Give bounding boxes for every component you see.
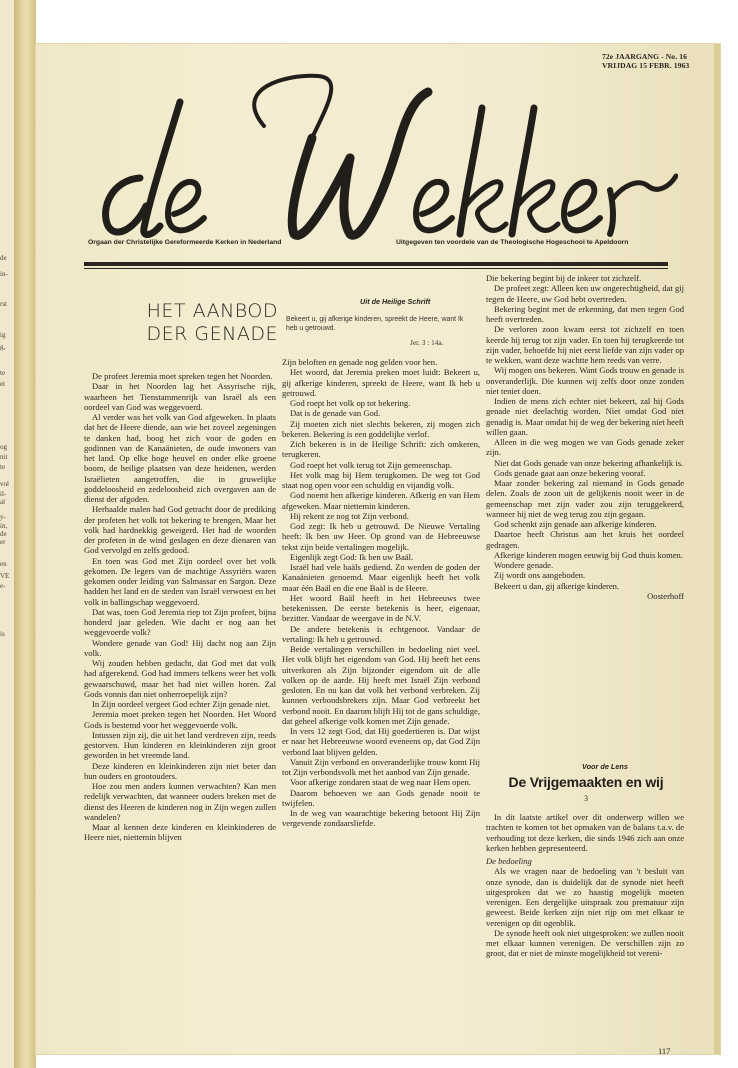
previous-page-fragment: VE xyxy=(0,572,10,580)
paragraph: Bekering begint met de erkenning, dat men tegen God heeft overtreden. xyxy=(486,303,684,324)
previous-page-fragment: vol xyxy=(0,480,9,488)
paragraph: Dat is de genade van God. xyxy=(290,408,381,419)
paragraph: In Zijn oordeel vergeet God echter Zijn genade niet. xyxy=(92,699,271,709)
previous-page-fragment: g, xyxy=(0,343,6,351)
paragraph: Wij mogen ons bekeren. Want Gods trouw en genade is onveranderlijk. Die kunnen wij zelfs door onze zonden niet teniet doen. xyxy=(486,365,684,396)
paragraph: Daartoe heeft Christus aan het kruis het oordeel gedragen. xyxy=(486,529,684,550)
paragraph: Al verder was het volk van God afgeweken. In plaats dat het de Heere diende, aan wie het zoveel zegeningen te danken had, boog het zich voor de goden en godinnen van de Kanaänieten, de oude inwoners van het land. Op elke hoge heuvel en onder elke groene boom, de heilige plaatsen van deze heidenen, werden Israëlieten aangetroffen, die in gruwelijke goddeloosheid en zedeloosheid zich overgaven aan de dienst der afgoden. xyxy=(84,412,276,504)
paragraph: Intussen zijn zij, die uit het land verdreven zijn, reeds gestorven. Hun kinderen en kleinkinderen zijn groot geworden in het vreemde land. xyxy=(84,729,276,761)
previous-page-fragment: de xyxy=(0,530,7,538)
paragraph: Maar zonder bekering zal niemand in Gods genade delen. Zoals de zoon uit de gelijkenis nooit weer in de gemeenschap met zijn vader zou zijn teruggekeerd, wanneer hij niet de weg terug zou zijn gegaan. xyxy=(486,478,684,519)
previous-page-fragment: de xyxy=(0,254,7,262)
paragraph: God roept het volk op tot bekering. xyxy=(290,398,411,408)
paragraph: Deze kinderen en kleinkinderen zijn niet beter dan hun ouders en grootouders. xyxy=(84,760,276,781)
text-column-2 xyxy=(282,357,480,829)
masthead-logo xyxy=(82,68,678,264)
paragraph: Zij moeten zich niet slechts bekeren, zij mogen zich bekeren. Bekering is een goddelijke verlof. xyxy=(282,418,480,439)
paragraph: Herhaalde malen had God getracht door de prediking der profeten het volk tot bekering te brengen, Maar het volk had hardnekkig geweigerd. Het had de woorden der profeten in de wind geslagen en deze dienaren van God vervolgd en zelfs gedood. xyxy=(84,504,276,556)
text-column-3 xyxy=(486,273,684,601)
paragraph: Zijn beloften en genade nog gelden voor hen. xyxy=(282,357,438,367)
previous-page-fragment: te xyxy=(0,369,6,377)
paragraph: Dat was, toen God Jeremia riep tot Zijn profeet, bijna honderd jaar geleden. Wie dacht er nog aan het weggevoerde volk? xyxy=(84,606,276,638)
previous-page-fragment: te xyxy=(0,463,6,471)
issue-volume: 72e JAARGANG - No. 16 xyxy=(602,52,687,61)
paragraph: God noemt hen afkerige kinderen. Afkerig en van Hem afgeweken. Maar niettemin kinderen. xyxy=(282,490,480,511)
paragraph: Beide vertalingen verschillen in bedoeling niet veel. Het volk blijft het eigendom van God. Hij heeft het eens uitverkoren als Zijn bijzonder eigendom uit de alle volken op de aarde. Hij heeft met Israël Zijn verbond gesloten. En nu kan dat volk het verbond verbreken. Zij kunnen verbondsbrekers zijn. Maar God verbreekt het verbond nooit. En daarom blijft Hij tot de gans schuldige, dat geheel afkerige volk komen met Zijn genade. xyxy=(282,644,480,726)
article-title-line: DER GENADE xyxy=(146,323,278,345)
article2-body xyxy=(486,812,684,959)
paragraph: De profeet Jeremia moet spreken tegen het Noorden. xyxy=(92,371,273,381)
paragraph: Vanuit Zijn verbond en onveranderlijke trouw komt Hij tot Zijn verbondsvolk met het aanbod van Zijn genade. xyxy=(282,756,480,777)
article2-part-number: 3 xyxy=(584,794,588,803)
paragraph: Zij wordt ons aangeboden. xyxy=(494,570,586,581)
newspaper-sheet xyxy=(36,44,720,1054)
masthead-title xyxy=(82,68,678,264)
masthead-subtitle-left: Orgaan der Christelijke Gereformeerde Kerken in Nederland xyxy=(88,239,282,246)
article2-intro: In dit laatste artikel over dit onderwerp willen we trachten te komen tot het opmaken van de balans t.a.v. de verhouding tot deze kerken, die sinds 1946 zich aan onze kerken hebben gepresenteerd. xyxy=(486,812,684,853)
paragraph: De andere betekenis is echtgenoot. Vandaar de vertaling: Ik heb u getrouwd. xyxy=(282,623,480,644)
paragraph: Bekeert u dan, gij afkerige kinderen. xyxy=(494,580,620,591)
paragraph: Maar al kennen deze kinderen en kleinkinderen de Heere niet, niettemin blijven xyxy=(84,822,276,843)
page-edge-shadow xyxy=(714,44,720,1054)
previous-page-fragment: rst xyxy=(0,300,7,308)
paragraph: Niet dat Gods genade van onze bekering afhankelijk is. xyxy=(494,457,684,468)
paragraph: De verloren zoon kwam eerst tot zichzelf en toen keerde hij terug tot zijn vader. En toen hij terugkeerde tot zijn vader, behoefde hij niet eerst liefde van zijn vader op te wekken, want deze wachtte hem reeds van verre. xyxy=(486,324,684,365)
book-binding xyxy=(14,0,36,1068)
paragraph: In de weg van waarachtige bekering betoont Hij Zijn vergevende zondaarsliefde. xyxy=(282,808,480,829)
paragraph: Hoe zou men anders kunnen verwachten? Kan men redelijk verwachten, dat wanneer ouders breken met de dienst des Heeren de kinderen nog in Zijn wegen zullen wandelen? xyxy=(84,781,276,822)
paragraph: Hij rekent ze nog tot Zijn verbond. xyxy=(290,510,409,521)
paragraph: De profeet zegt: Alleen ken uw ongerechtigheid, dat gij tegen de Heere, uw God hebt overtreden. xyxy=(486,283,684,304)
paragraph: In vers 12 zegt God, dat Hij goedertieren is. Dat wijst er naar het Hebreeuwse woord eveneens op, dat God Zijn verbond laat blijven gelden. xyxy=(282,726,480,757)
previous-page-fragment: nit xyxy=(0,453,8,461)
paragraph: En toen was God met Zijn oordeel over het volk gekomen. De legers van de machtige Assyriërs waren gekomen onder leiding van Salmassar en Sargon. Deze hadden het land en de steden van Israël verwoest en het volk in ballingschap weggevoerd. xyxy=(84,555,276,607)
paragraph: God schenkt zijn genade aan afkerige kinderen. xyxy=(494,519,657,529)
paragraph: Israël had vele baäls gediend. Zo werden de goden der Kanaänieten genoemd. Maar eigenlijk heeft het volk maar één Baäl en die ene Baäl is de Heere. xyxy=(282,562,480,593)
paragraph: God zegt: Ik heb u getrouwd. De Nieuwe Vertaling heeft: Ik ben uw Heer. Op grond van de Hebreeuwse tekst zijn beide vertalingen mogelijk. xyxy=(282,521,480,552)
article-title xyxy=(94,300,278,346)
masthead-rule-thin xyxy=(84,268,668,269)
paragraph: Voor afkerige zondaren staat de weg naar Hem open. xyxy=(290,777,471,788)
previous-page-fragment: er xyxy=(0,538,6,546)
previous-page-fragment: og xyxy=(0,443,7,451)
previous-page-fragment: in, xyxy=(0,522,8,530)
paragraph: Wij zouden hebben gedacht, dat God met dat volk had afgerekend. God had immers telkens weer het volk gewaarschuwd, maar het had niet willen horen. Zal Gods vonnis dan niet onherroepelijk zijn? xyxy=(84,658,276,699)
masthead-subtitle-right: Uitgegeven ten voordele van de Theologische Hogeschool te Apeldoorn xyxy=(396,239,629,246)
paragraph: Wondere genade van God! Hij dacht nog aan Zijn volk. xyxy=(84,637,276,658)
previous-page-fragment: et xyxy=(0,380,6,388)
previous-page-fragment: ig xyxy=(0,331,6,339)
paragraph: Alleen in die weg mogen we van Gods genade zeker zijn. xyxy=(486,437,684,458)
previous-page-fragment: y- xyxy=(0,513,6,521)
paragraph: Jeremia moet preken tegen het Noorden. Het Woord Gods is bestemd voor het weggevoerde volk. xyxy=(84,709,276,730)
paragraph: Afkerige kinderen mogen eeuwig bij God thuis komen. xyxy=(494,549,683,560)
page-number: 117 xyxy=(658,1046,671,1056)
scripture-reference: Jer. 3 : 14a. xyxy=(410,338,444,347)
article2-subheading: De bedoeling xyxy=(486,856,532,866)
paragraph: Als we vragen naar de bedoeling van 't besluit van onze synode, dan is duidelijk dat de synode niet heeft uitgesproken dat we zo haastig mogelijk moeten verenigen. Een dergelijke uitspraak zou prematuur zijn geweest. Beide kerken zijn niet rijp om met elkaar te verenigen op dit ogenblik. xyxy=(486,866,684,928)
paragraph: Daarom behoeven we aan Gods genade nooit te twijfelen. xyxy=(282,787,480,808)
previous-page-fragment: in- xyxy=(0,270,8,278)
scripture-motto: Bekeert u, gij afkerige kinderen, spreekt de Heere, want Ik heb u getrouwd. xyxy=(286,316,464,332)
paragraph: Het woord Baäl heeft in het Hebreeuws twee betekenissen. De eerste betekenis is heer, eigenaar, bezitter. Vandaar de weergave in de N.V. xyxy=(282,592,480,624)
section-label: Uit de Heilige Schrift xyxy=(360,297,431,306)
paragraph: Zich bekeren is in de Heilige Schrift: zich omkeren, terugkeren. xyxy=(282,439,480,460)
section-label-2: Voor de Lens xyxy=(582,762,628,771)
previous-page-fragment: is xyxy=(0,630,5,638)
text-column-1 xyxy=(84,371,276,843)
paragraph: De synode heeft ook niet uitgesproken: we zullen nooit met elkaar kunnen verenigen. De verschillen zijn zo groot, dat er niet de minste mogelijkheid tot vereni- xyxy=(486,927,684,959)
paragraph: Gods genade gaat aan onze bekering vooraf. xyxy=(494,467,646,478)
previous-page-fragment: al xyxy=(0,498,6,506)
paragraph: Het woord, dat Jeremia preken moet luidt: Bekeert u, gij afkerige kinderen, spreekt de Heere, want Ik heb u getrouwd. xyxy=(282,367,480,398)
article2-title: De Vrijgemaakten en wij xyxy=(508,774,664,790)
previous-page-fragment: e- xyxy=(0,582,6,590)
paragraph: Die bekering begint bij de inkeer tot zichzelf. xyxy=(486,273,642,283)
issue-date: VRIJDAG 15 FEBR. 1963 xyxy=(602,61,690,70)
masthead-rule xyxy=(84,262,668,266)
paragraph: Het volk mag bij Hem terugkomen. De weg tot God staat nog open voor een schuldig en vijandig volk. xyxy=(282,469,480,490)
author-signature: Oosterhoff xyxy=(647,590,684,601)
paragraph: Daar in het Noorden lag het Assyrische rijk, waarheen het Tienstammenrijk van Israël als een oordeel van God was weggevoerd. xyxy=(84,381,276,412)
article-title-line: HET AANBOD xyxy=(146,300,278,322)
paragraph: Indien de mens zich echter niet bekeert, zal hij Gods genade niet deelachtig worden. Niet omdat God niet genadig is. Maar omdat hij de weg der bekering niet heeft willen gaan. xyxy=(486,396,684,437)
previous-page-fragment: il- xyxy=(0,490,7,498)
previous-page-edge xyxy=(0,0,14,1068)
previous-page-fragment: en xyxy=(0,560,7,568)
paragraph: Eigenlijk zegt God: Ik ben uw Baäl. xyxy=(290,551,414,562)
paragraph: Wondere genade. xyxy=(494,560,554,570)
paragraph: God roept het volk terug tot Zijn gemeenschap. xyxy=(290,459,452,470)
